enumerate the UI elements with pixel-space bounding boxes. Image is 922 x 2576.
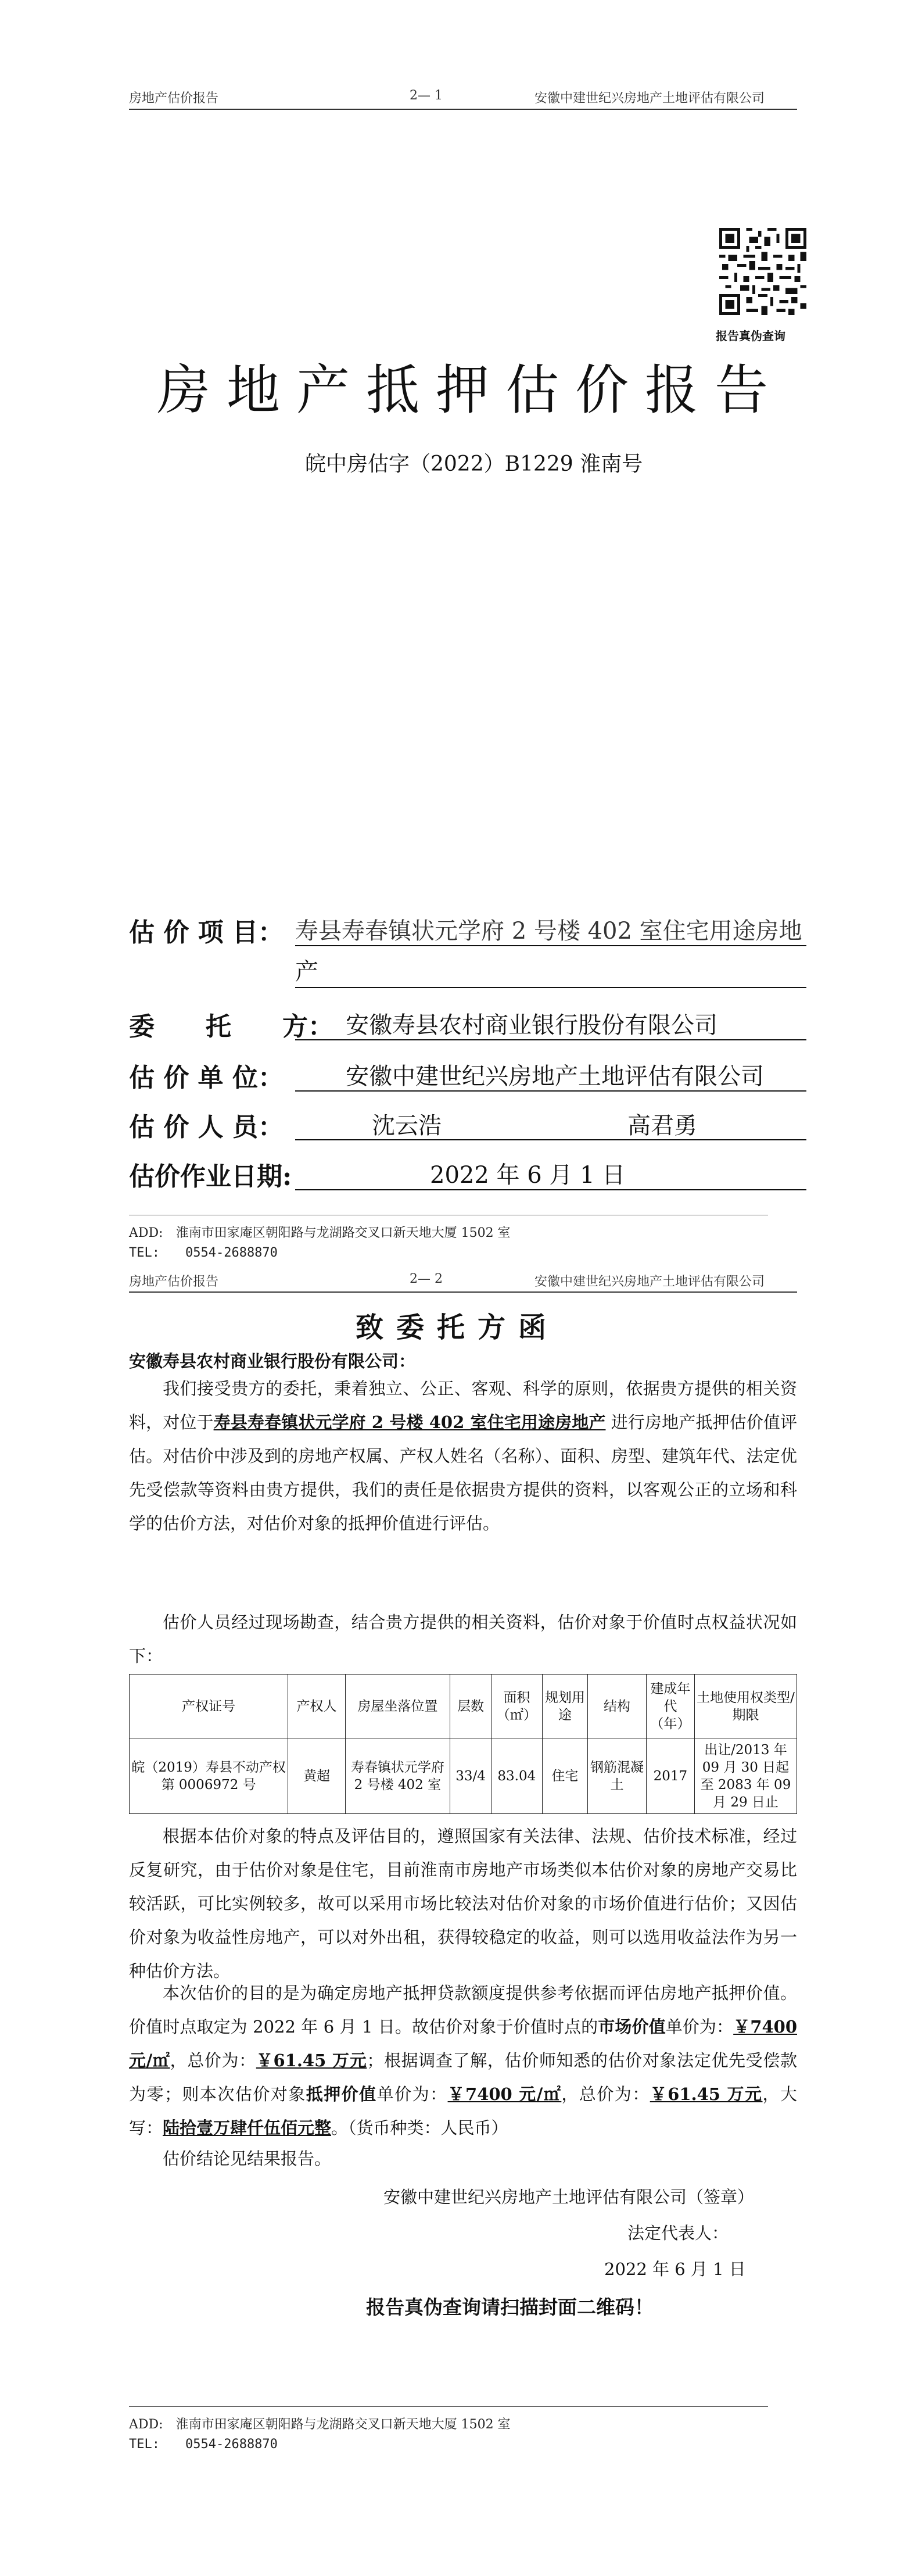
page1-header-right: 安徽中建世纪兴房地产土地评估有限公司 xyxy=(534,91,765,106)
page1-header-center: 2— 1 xyxy=(410,88,443,103)
letter-title: 致委托方函 xyxy=(356,1311,559,1344)
page2-header-right: 安徽中建世纪兴房地产土地评估有限公司 xyxy=(534,1275,765,1289)
market-total-price: ￥61.45 万元 xyxy=(256,2051,367,2070)
page2-header-center: 2— 2 xyxy=(410,1272,443,1286)
page1-footer-address: ADD: 淮南市田家庵区朝阳路与龙湖路交叉口新天地大厦 1502 室 xyxy=(129,1226,511,1240)
mortgage-unit-price: ￥7400 元/㎡ xyxy=(447,2084,562,2104)
property-rights-table xyxy=(129,1674,797,1814)
table-cell: 黄超 xyxy=(288,1738,345,1814)
project-value-cont: 产 xyxy=(295,958,318,985)
page2-header-rule xyxy=(129,1291,797,1293)
table-header-cell: 房屋坐落位置 xyxy=(345,1675,450,1738)
table-header-cell: 规划用途 xyxy=(542,1675,588,1738)
org-underline xyxy=(295,1090,806,1092)
signature-date: 2022 年 6 月 1 日 xyxy=(604,2259,746,2279)
table-cell: 皖（2019）寿县不动产权第 0006972 号 xyxy=(130,1738,288,1814)
org-value: 安徽中建世纪兴房地产土地评估有限公司 xyxy=(346,1063,764,1090)
table-cell: 出让/2013 年 09 月 30 日起至 2083 年 09 月 29 日止 xyxy=(694,1738,797,1814)
report-title: 房地产抵押估价报告 xyxy=(157,359,785,421)
project-underline-2 xyxy=(295,987,806,988)
table-header-cell: 结构 xyxy=(588,1675,647,1738)
letter-paragraph-4: 本次估价的目的是为确定房地产抵押贷款额度提供参考依据而评估房地产抵押价值。价值时点取定为 2022 年 6 月 1 日。故估价对象于价值时点的市场价值单价为：￥7400 元/㎡，总价为：￥61.45 万元；根据调查了解，估价师知悉的估价对象法定优先受偿款为零；则本次估价对象抵押价值单价为：￥7400 元/㎡，总价为：￥61.45 万元，大写：陆拾壹万肆仟伍佰元整。（货币种类：人民币） xyxy=(129,1983,797,2138)
letter-paragraph-2: 估价人员经过现场勘查，结合贵方提供的相关资料，估价对象于价值时点权益状况如下： xyxy=(129,1612,797,1666)
page1-header-rule xyxy=(129,109,797,110)
table-cell: 住宅 xyxy=(542,1738,588,1814)
qr-caption: 报告真伪查询 xyxy=(716,329,785,343)
table-header-cell: 面积（㎡） xyxy=(492,1675,542,1738)
staff-name-2: 高君勇 xyxy=(627,1112,697,1139)
table-header-cell: 建成年代（年） xyxy=(646,1675,694,1738)
property-address: 寿县寿春镇状元学府 2 号楼 402 室住宅用途房地产 xyxy=(213,1412,606,1432)
table-cell: 2017 xyxy=(646,1738,694,1814)
table-cell: 寿春镇状元学府 2 号楼 402 室 xyxy=(345,1738,450,1814)
table-cell: 钢筋混凝土 xyxy=(588,1738,647,1814)
verify-note: 报告真伪查询请扫描封面二维码！ xyxy=(366,2296,654,2319)
date-value: 2022 年 6 月 1 日 xyxy=(430,1162,626,1189)
page1-header-left: 房地产估价报告 xyxy=(129,91,219,106)
date-label: 估价作业日期: xyxy=(129,1162,292,1192)
org-label: 估 价 单 位： xyxy=(129,1063,284,1093)
letter-salutation: 安徽寿县农村商业银行股份有限公司： xyxy=(129,1351,416,1371)
table-header-cell: 层数 xyxy=(450,1675,492,1738)
signature-company: 安徽中建世纪兴房地产土地评估有限公司（签章） xyxy=(383,2187,755,2207)
page2-header-left: 房地产估价报告 xyxy=(129,1275,219,1289)
letter-paragraph-5: 估价结论见结果报告。 xyxy=(163,2149,332,2169)
staff-underline xyxy=(295,1139,806,1140)
project-underline-1 xyxy=(295,945,806,946)
letter-paragraph-3: 根据本估价对象的特点及评估目的，遵照国家有关法律、法规、估价技术标准，经过反复研究，由于估价对象是住宅，目前淮南市房地产市场类似本估价对象的房地产交易比较活跃，可比实例较多，故可以采用市场比较法对估价对象的市场价值进行估价；又因估价对象为收益性房地产，可以对外出租，获得较稳定的收益，则可以选用收益法作为另一种估价方法。 xyxy=(129,1826,797,1981)
letter-paragraph-1: 我们接受贵方的委托，秉着独立、公正、客观、科学的原则，依据贵方提供的相关资料，对位于寿县寿春镇状元学府 2 号楼 402 室住宅用途房地产 进行房地产抵押估价值评估。对估价中涉及到的房地产权属、产权人姓名（名称）、面积、房型、建筑年代、法定优先受偿款等资料由贵方提供，我们的责任是依据贵方提供的资料，以客观公正的立场和科学的估价方法，对估价对象的抵押价值进行评估。 xyxy=(129,1379,798,1533)
table-header-cell: 产权人 xyxy=(288,1675,345,1738)
mortgage-total-price: ￥61.45 万元 xyxy=(650,2084,763,2104)
staff-name-1: 沈云浩 xyxy=(372,1112,442,1139)
qr-code-icon xyxy=(719,228,806,315)
table-cell: 33/4 xyxy=(450,1738,492,1814)
page2-footer-tel: TEL: 0554-2688870 xyxy=(129,2437,278,2452)
market-unit-price: ￥7400 元/㎡ xyxy=(129,2017,797,2070)
staff-label: 估 价 人 员： xyxy=(129,1112,284,1142)
table-header-cell: 土地使用权类型/期限 xyxy=(694,1675,797,1738)
table-header-cell: 产权证号 xyxy=(130,1675,288,1738)
client-label: 委 托 方： xyxy=(129,1012,333,1042)
client-underline xyxy=(295,1039,806,1040)
page2-footer-address: ADD: 淮南市田家庵区朝阳路与龙湖路交叉口新天地大厦 1502 室 xyxy=(129,2417,511,2432)
table-row xyxy=(130,1738,797,1814)
page1-footer-tel: TEL: 0554-2688870 xyxy=(129,1246,278,1260)
date-underline xyxy=(295,1189,806,1190)
table-cell: 83.04 xyxy=(492,1738,542,1814)
report-ref-number: 皖中房估字（2022）B1229 淮南号 xyxy=(305,452,643,476)
amount-in-words: 陆拾壹万肆仟伍佰元整 xyxy=(163,2118,332,2138)
page2-footer-rule xyxy=(129,2406,768,2407)
table-header-row xyxy=(130,1675,797,1738)
project-value: 寿县寿春镇状元学府 2 号楼 402 室住宅用途房地 xyxy=(295,918,802,944)
signature-representative: 法定代表人： xyxy=(627,2223,729,2243)
client-value: 安徽寿县农村商业银行股份有限公司 xyxy=(346,1012,717,1039)
project-label: 估 价 项 目： xyxy=(129,918,284,947)
